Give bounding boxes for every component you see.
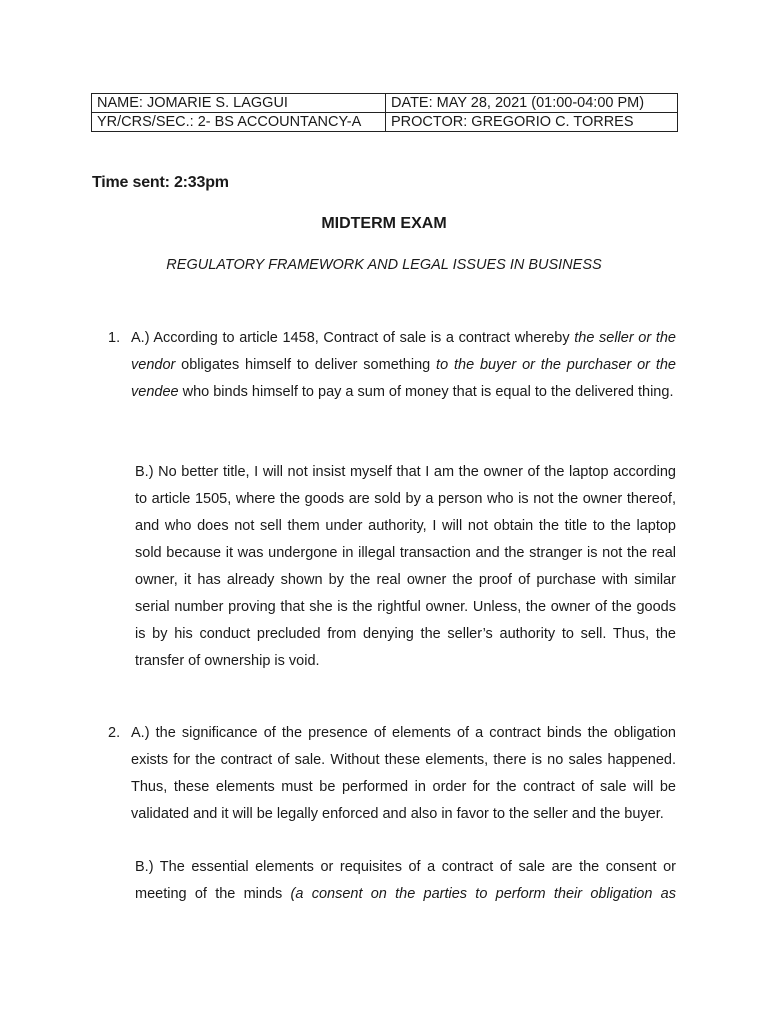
item-2-answer-a: A.) the significance of the presence of elements of a contract binds the obligation exists for the contract of sale. Without these elements, there is no sales happened. Thus, these elements must be performed in order for the contract of sale will be validated and it will be legally enforced and also in favor to the seller and the buyer. (131, 725, 676, 822)
item-2-answer-b: B.) The essential elements or requisites of a contract of sale are the consent or meeting of the minds (a consent on the parties to perform their obligation as (135, 859, 676, 902)
date-cell: DATE: MAY 28, 2021 (01:00-04:00 PM) (386, 94, 678, 113)
table-row (92, 94, 678, 113)
name-cell: NAME: JOMARIE S. LAGGUI (92, 94, 386, 113)
item-1-number: 1. (108, 330, 121, 346)
item-2-number: 2. (108, 725, 121, 741)
page-title: MIDTERM EXAM (321, 215, 447, 232)
table-row (92, 113, 678, 132)
time-sent: Time sent: 2:33pm (92, 174, 229, 191)
item-1-answer-b: B.) No better title, I will not insist myself that I am the owner of the laptop according to article 1505, where the goods are sold by a person who is not the owner thereof, and who does not sell them under authority, I will not obtain the title to the laptop sold because it was undergone in illegal transaction and the stranger is not the real owner, it has already shown by the real owner the proof of purchase with similar serial number proving that she is the rightful owner. Unless, the owner of the goods is by his conduct precluded from denying the seller’s authority to sell. Thus, the transfer of ownership is void. (135, 464, 676, 669)
item-1-answer-a: A.) According to article 1458, Contract of sale is a contract whereby the seller or the vendor obligates himself to deliver something to the buyer or the purchaser or the vendee who binds himself to pay a sum of money that is equal to the delivered thing. (131, 330, 676, 400)
student-info-table (91, 93, 678, 132)
course-cell: YR/CRS/SEC.: 2- BS ACCOUNTANCY-A (92, 113, 386, 132)
proctor-cell: PROCTOR: GREGORIO C. TORRES (386, 113, 678, 132)
page-subtitle: REGULATORY FRAMEWORK AND LEGAL ISSUES IN BUSINESS (166, 257, 602, 273)
